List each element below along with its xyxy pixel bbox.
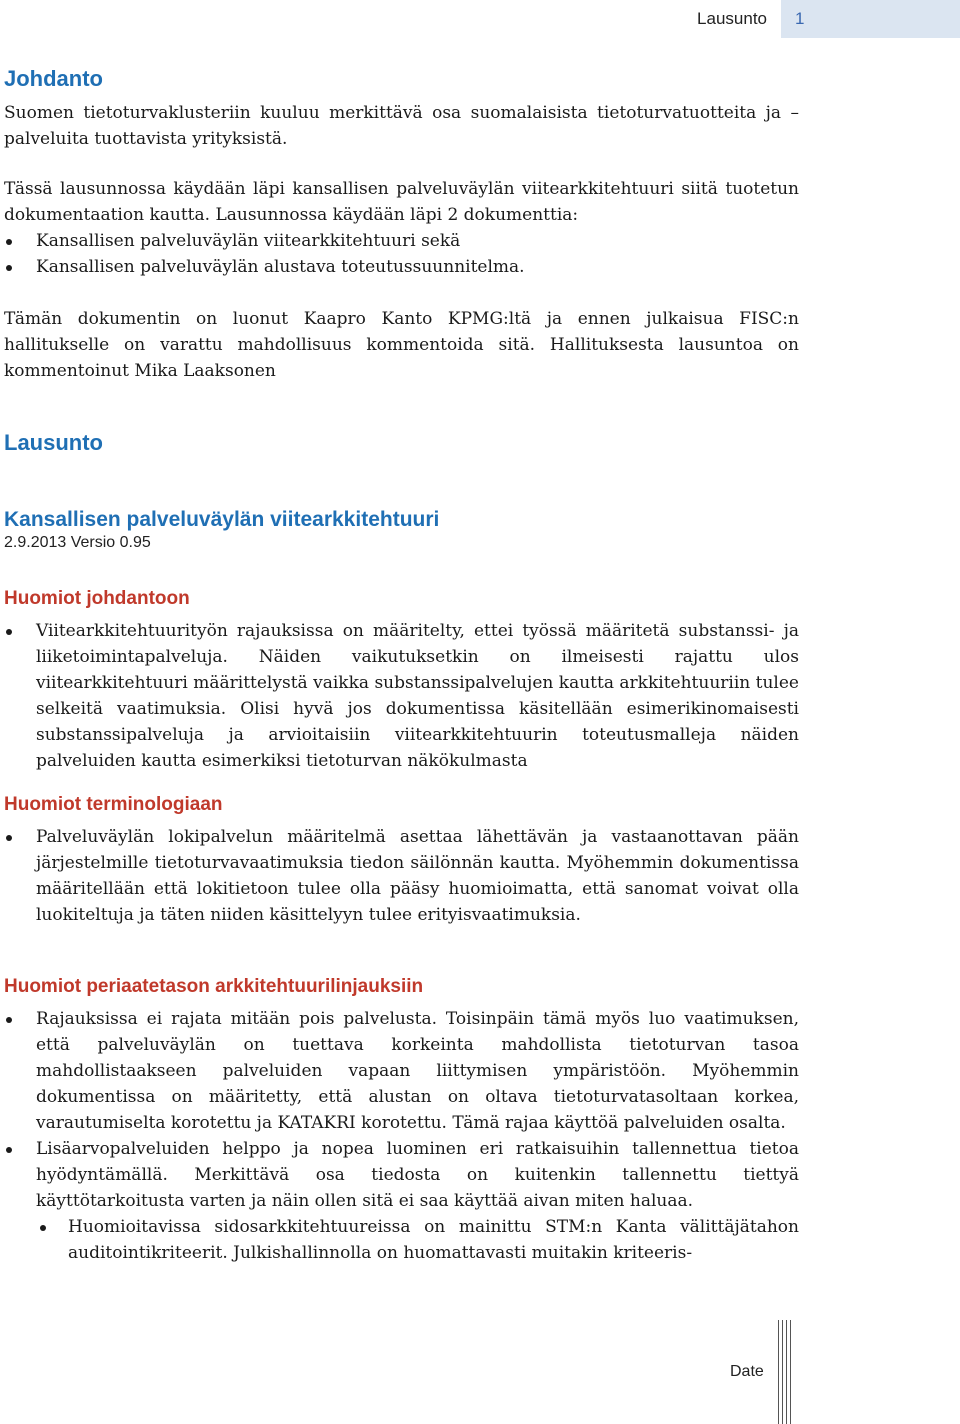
- intro-p2-text: Tässä lausunnossa käydään läpi kansallisen palveluväylän viitearkkitehtuuri siitä tuotetun dokumentaation kautta. Lausunnossa käydään läpi 2 dokumenttia:: [4, 179, 799, 225]
- version-line: 2.9.2013 Versio 0.95: [4, 534, 151, 551]
- section-johdantoon: [4, 588, 799, 774]
- page-number: [781, 0, 960, 38]
- rule-line: [786, 1320, 787, 1424]
- list-item: Kansallisen palveluväylän viitearkkitehtuuri sekä: [4, 228, 799, 254]
- intro-heading: Johdanto: [4, 66, 103, 91]
- section-arkkitehtuurilinjauksiin: [4, 976, 799, 1266]
- intro-paragraph-1: [4, 100, 799, 152]
- intro-p3-text: Tämän dokumentin on luonut Kaapro Kanto KPMG:ltä ja ennen julkaisua FISC:n hallitukselle on varattu mahdollisuus kommentoida sitä. Hallituksesta lausuntoa on kommentoinut Mika Laaksonen: [4, 309, 799, 381]
- section-heading: Huomiot terminologiaan: [4, 794, 223, 815]
- intro-paragraph-3: [4, 306, 799, 384]
- statement-heading-block: [4, 430, 799, 456]
- list-item: Lisäarvopalveluiden helppo ja nopea luominen eri ratkaisuihin tallennettua tietoa hyödyntämällä. Merkittävä osa tiedosta on kuitenkin tallennettu tiettyä käyttötarkoitusta varten ja näin ollen sitä ei saa käyttää aivan miten haluaa.: [4, 1136, 799, 1214]
- intro-paragraph-2: [4, 176, 799, 280]
- section-sub-bullet-list: [4, 1214, 799, 1266]
- section-bullet-list: [4, 1006, 799, 1214]
- list-item: Huomioitavissa sidosarkkitehtuureissa on mainittu STM:n Kanta välittäjätahon auditointikriteerit. Julkishallinnolla on huomattavasti muitakin kriteeris-: [4, 1214, 799, 1266]
- header-title: Lausunto: [697, 9, 767, 28]
- section-terminologiaan: [4, 794, 799, 928]
- intro-p1-text: Suomen tietoturvaklusteriin kuuluu merkittävä osa suomalaisista tietoturvatuotteita ja –palveluita tuottavista yrityksistä.: [4, 103, 799, 149]
- statement-heading: Lausunto: [4, 430, 103, 455]
- section-heading: Huomiot periaatetason arkkitehtuurilinjauksiin: [4, 976, 424, 997]
- statement-subheading: Kansallisen palveluväylän viitearkkitehtuuri: [4, 508, 440, 531]
- list-item: Rajauksissa ei rajata mitään pois palvelusta. Toisinpäin tämä myös luo vaatimuksen, että palveluväylän on tuettava korkeinta mahdollista tietoturvan tasoa mahdollistaakseen palveluiden vapaan liittymisen ympäristöön. Myöhemmin dokumentissa on määritetty, että alustan on oltava tietoturvatasoltaan korkea, varautumiselta korotettu ja KATAKRI korotettu. Tämä rajaa käyttöä palveluiden osalta.: [4, 1006, 799, 1136]
- page-number-text: 1: [795, 9, 805, 28]
- footer-date-label: Date: [730, 1363, 764, 1380]
- statement-subheading-block: [4, 508, 799, 552]
- rule-line: [778, 1320, 779, 1424]
- rule-line: [790, 1320, 791, 1424]
- list-item: Viitearkkitehtuurityön rajauksissa on määritelty, ettei työssä määritetä substanssi- ja liiketoimintapalveluja. Näiden vaikutuksetkin on ilmeisesti rajattu ulos viitearkkitehtuuri määrittelystä vaikka substanssipalvelujen kautta arkkitehtuuriin tulee selkeitä vaatimuksia. Olisi hyvä jos dokumentissa käsitellään esimerikinomaisesti substanssipalveluja ja arvioitaisiin viitearkkitehtuurin toteutusmalleja näiden palveluiden kautta esimerkiksi tietoturvan näkökulmasta: [4, 618, 799, 774]
- section-bullet-list: [4, 618, 799, 774]
- footer-rule-lines: [778, 1320, 791, 1424]
- rule-line: [782, 1320, 783, 1424]
- list-item: Palveluväylän lokipalvelun määritelmä asettaa lähettävän ja vastaanottavan pään järjestelmille tietoturvavaatimuksia tiedon säilönnän kautta. Myöhemmin dokumentissa määritellään että lokitietoon tulee olla pääsy huomioimatta, että sanomat voivat olla luokiteltuja ja täten niiden käsittelyyn tulee erityisvaatimuksia.: [4, 824, 799, 928]
- section-bullet-list: [4, 824, 799, 928]
- page-header: [697, 0, 960, 38]
- intro-bullet-list: [4, 228, 799, 280]
- section-heading: Huomiot johdantoon: [4, 588, 190, 609]
- page-footer: [730, 1320, 791, 1424]
- list-item: Kansallisen palveluväylän alustava toteutussuunnitelma.: [4, 254, 799, 280]
